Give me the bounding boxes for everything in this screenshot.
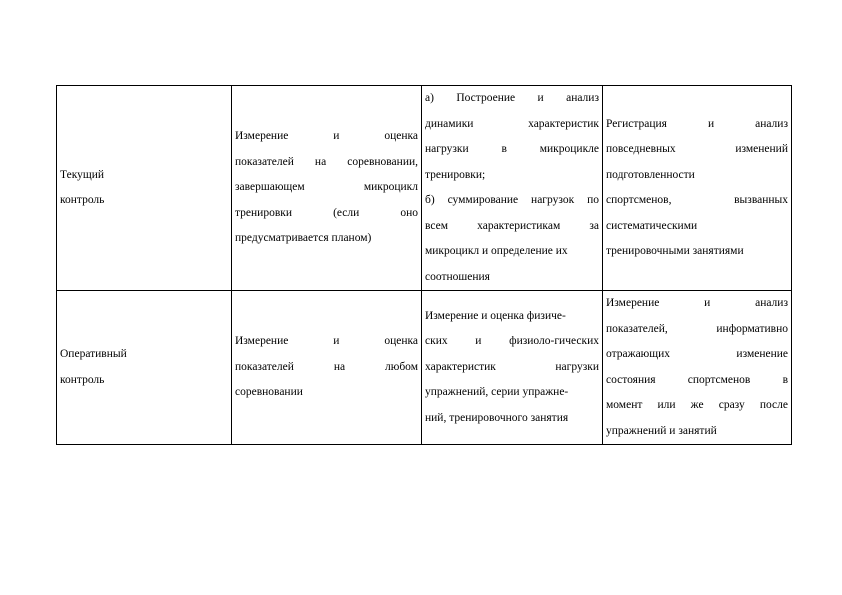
text-line: предусматривается планом) xyxy=(235,232,372,245)
text-line: динамики характеристик xyxy=(425,117,599,130)
text-line: упражнений и занятий xyxy=(606,424,717,437)
text-line: Измерение и анализ xyxy=(606,297,788,309)
text-line: б) суммирование нагрузок по xyxy=(425,194,599,206)
text-line: Измерение и оценка физиче- xyxy=(425,309,566,322)
control-content-cell xyxy=(232,291,422,445)
text-line: тренировки; xyxy=(425,168,486,181)
text-line: повседневных изменений xyxy=(606,143,788,155)
text-line: систематическими xyxy=(606,219,698,232)
text-line: тренировочными занятиями xyxy=(606,245,744,257)
text-line: Измерение и оценка xyxy=(235,130,418,143)
text-line: момент или же сразу после xyxy=(606,399,788,411)
text-line: Текущий xyxy=(60,168,105,181)
text-line: контроль xyxy=(60,373,105,386)
text-line: завершающем микроцикл xyxy=(235,181,418,194)
text-line: упражнений, серии упражне- xyxy=(425,386,569,399)
table-row xyxy=(57,86,792,291)
text-line: подготовленности xyxy=(606,168,695,181)
text-line: тренировки (если оно xyxy=(235,206,418,219)
table-row xyxy=(57,291,792,445)
text-line: показателей на любом xyxy=(235,360,418,373)
control-methods-cell xyxy=(422,86,603,291)
text-line: Оперативный xyxy=(60,348,127,360)
text-line: Регистрация и анализ xyxy=(606,117,788,130)
text-line: ний, тренировочного занятия xyxy=(425,411,569,424)
text-line: показателей, информативно xyxy=(606,322,788,335)
text-line: нагрузки в микроцикле xyxy=(425,143,599,155)
text-line: Измерение и оценка xyxy=(235,335,418,348)
text-line: соотношения xyxy=(425,270,490,283)
control-type-cell xyxy=(57,291,232,445)
text-line: характеристик нагрузки xyxy=(425,360,599,373)
control-methods-cell xyxy=(422,291,603,445)
text-line: показателей на соревновании, xyxy=(235,155,418,168)
text-line: ских и физиоло-гических xyxy=(425,335,599,348)
control-purpose-cell xyxy=(603,86,792,291)
control-type-cell xyxy=(57,86,232,291)
control-table xyxy=(56,85,792,445)
text-line: а) Построение и анализ xyxy=(425,92,599,104)
text-line: соревновании xyxy=(235,386,303,399)
control-purpose-cell xyxy=(603,291,792,445)
text-line: контроль xyxy=(60,194,105,206)
text-line: всем характеристикам за xyxy=(425,219,599,232)
text-line: спортсменов, вызванных xyxy=(606,194,788,206)
control-content-cell xyxy=(232,86,422,291)
text-line: микроцикл и определение их xyxy=(425,245,568,257)
text-line: состояния спортсменов в xyxy=(606,373,788,386)
text-line: отражающих изменение xyxy=(606,348,788,360)
